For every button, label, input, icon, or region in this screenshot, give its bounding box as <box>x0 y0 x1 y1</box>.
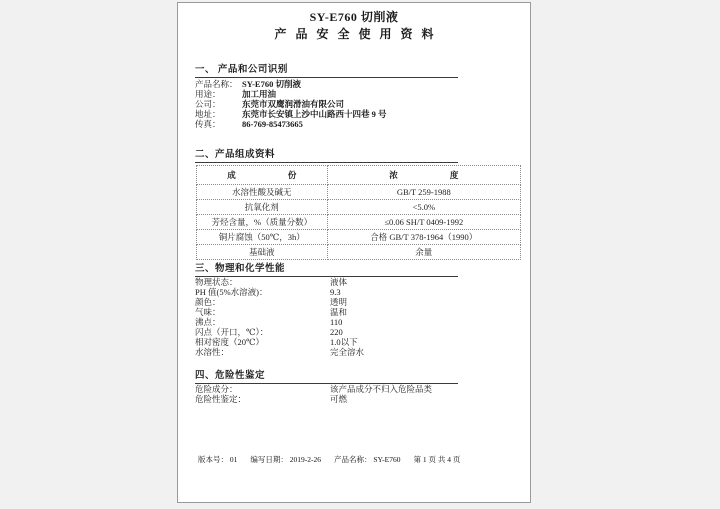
footer-date: 编写日期： 2019-2-26 <box>250 455 321 464</box>
table-cell: 余量 <box>327 245 520 260</box>
field-value: 东莞市长安镇上沙中山路西十四巷 9 号 <box>242 109 387 119</box>
field-label: 颜色： <box>195 297 221 307</box>
field-row-physical-state <box>195 277 518 287</box>
field-row-flash-point <box>195 327 518 337</box>
field-label: 产品名称： <box>195 79 238 89</box>
field-label: 闪点（开口，℃）： <box>195 327 269 337</box>
field-value: 液体 <box>330 277 348 287</box>
field-value: 220 <box>330 327 343 337</box>
table-row <box>197 230 521 245</box>
field-row-hazard-assessment <box>195 394 518 404</box>
field-value: 86-769-85473665 <box>242 119 303 129</box>
composition-table <box>196 165 521 260</box>
table-header-concentration: 浓 度 <box>327 166 520 185</box>
table-row <box>197 245 521 260</box>
field-row-hazardous-components <box>195 384 518 394</box>
section-1-heading: 一、 产品和公司识别 <box>195 61 458 78</box>
page-footer <box>198 454 520 465</box>
document-page <box>177 2 531 503</box>
field-row-product-name <box>195 79 518 89</box>
table-cell: 水溶性酸及碱无 <box>197 185 328 200</box>
field-row-address <box>195 109 518 119</box>
table-cell: 芳烃含量，%（质量分数） <box>197 215 328 230</box>
field-value: 该产品成分不归入危险品类 <box>330 384 433 394</box>
field-row-relative-density <box>195 337 518 347</box>
page-title: SY-E760 切削液 <box>309 10 399 24</box>
field-value: 可燃 <box>330 394 348 404</box>
table-cell: ≤0.06 SH/T 0409-1992 <box>327 215 520 230</box>
field-value: 110 <box>330 317 343 327</box>
field-value: 9.3 <box>330 287 341 297</box>
table-row <box>197 200 521 215</box>
field-row-boiling-point <box>195 317 518 327</box>
field-value: 温和 <box>330 307 348 317</box>
table-header-row <box>197 166 521 185</box>
table-cell: 铜片腐蚀（50℃，3h） <box>197 230 328 245</box>
field-value: 加工用油 <box>242 89 277 99</box>
table-cell: 抗氧化剂 <box>197 200 328 215</box>
field-value: 完全溶水 <box>330 347 365 357</box>
field-row-usage <box>195 89 518 99</box>
field-label: 气味： <box>195 307 221 317</box>
field-label: 公司： <box>195 99 221 109</box>
field-row-ph <box>195 287 518 297</box>
page-subtitle: 产品安全使用资料 <box>274 27 443 41</box>
table-cell: GB/T 259-1988 <box>327 185 520 200</box>
footer-page-number: 第 1 页 共 4 页 <box>413 455 461 464</box>
table-cell: 合格 GB/T 378-1964（1990） <box>327 230 520 245</box>
table-cell: <5.0% <box>327 200 520 215</box>
table-row <box>197 185 521 200</box>
field-label: 传真： <box>195 119 221 129</box>
field-row-odor <box>195 307 518 317</box>
field-label: 沸点： <box>195 317 221 327</box>
section-3-fields <box>195 277 518 357</box>
field-label: 水溶性： <box>195 347 230 357</box>
section-4-fields <box>195 384 518 404</box>
field-label: 危险成分： <box>195 384 238 394</box>
table-header-component: 成 份 <box>197 166 328 185</box>
footer-product-name: 产品名称： SY-E760 <box>334 455 401 464</box>
table-cell: 基础液 <box>197 245 328 260</box>
field-label: 物理状态： <box>195 277 238 287</box>
field-row-company <box>195 99 518 109</box>
field-label: 危险性鉴定： <box>195 394 247 404</box>
field-value: 透明 <box>330 297 348 307</box>
field-label: 相对密度（20℃） <box>195 337 265 347</box>
field-value: SY-E760 切削液 <box>242 79 301 89</box>
footer-version: 版本号： 01 <box>198 455 238 464</box>
field-row-water-solubility <box>195 347 518 357</box>
section-1-fields <box>195 79 518 129</box>
field-value: 东莞市双鹰润滑油有限公司 <box>242 99 345 109</box>
field-label: PH 值(5%水溶液)： <box>195 287 268 297</box>
field-label: 地址： <box>195 109 221 119</box>
field-row-fax <box>195 119 518 129</box>
field-value: 1.0以下 <box>330 337 358 347</box>
section-2-heading: 二、产品组成资料 <box>195 146 458 163</box>
field-label: 用途： <box>195 89 221 99</box>
section-3-heading: 三、物理和化学性能 <box>195 260 458 277</box>
field-row-color <box>195 297 518 307</box>
section-4-heading: 四、危险性鉴定 <box>195 367 458 384</box>
table-row <box>197 215 521 230</box>
